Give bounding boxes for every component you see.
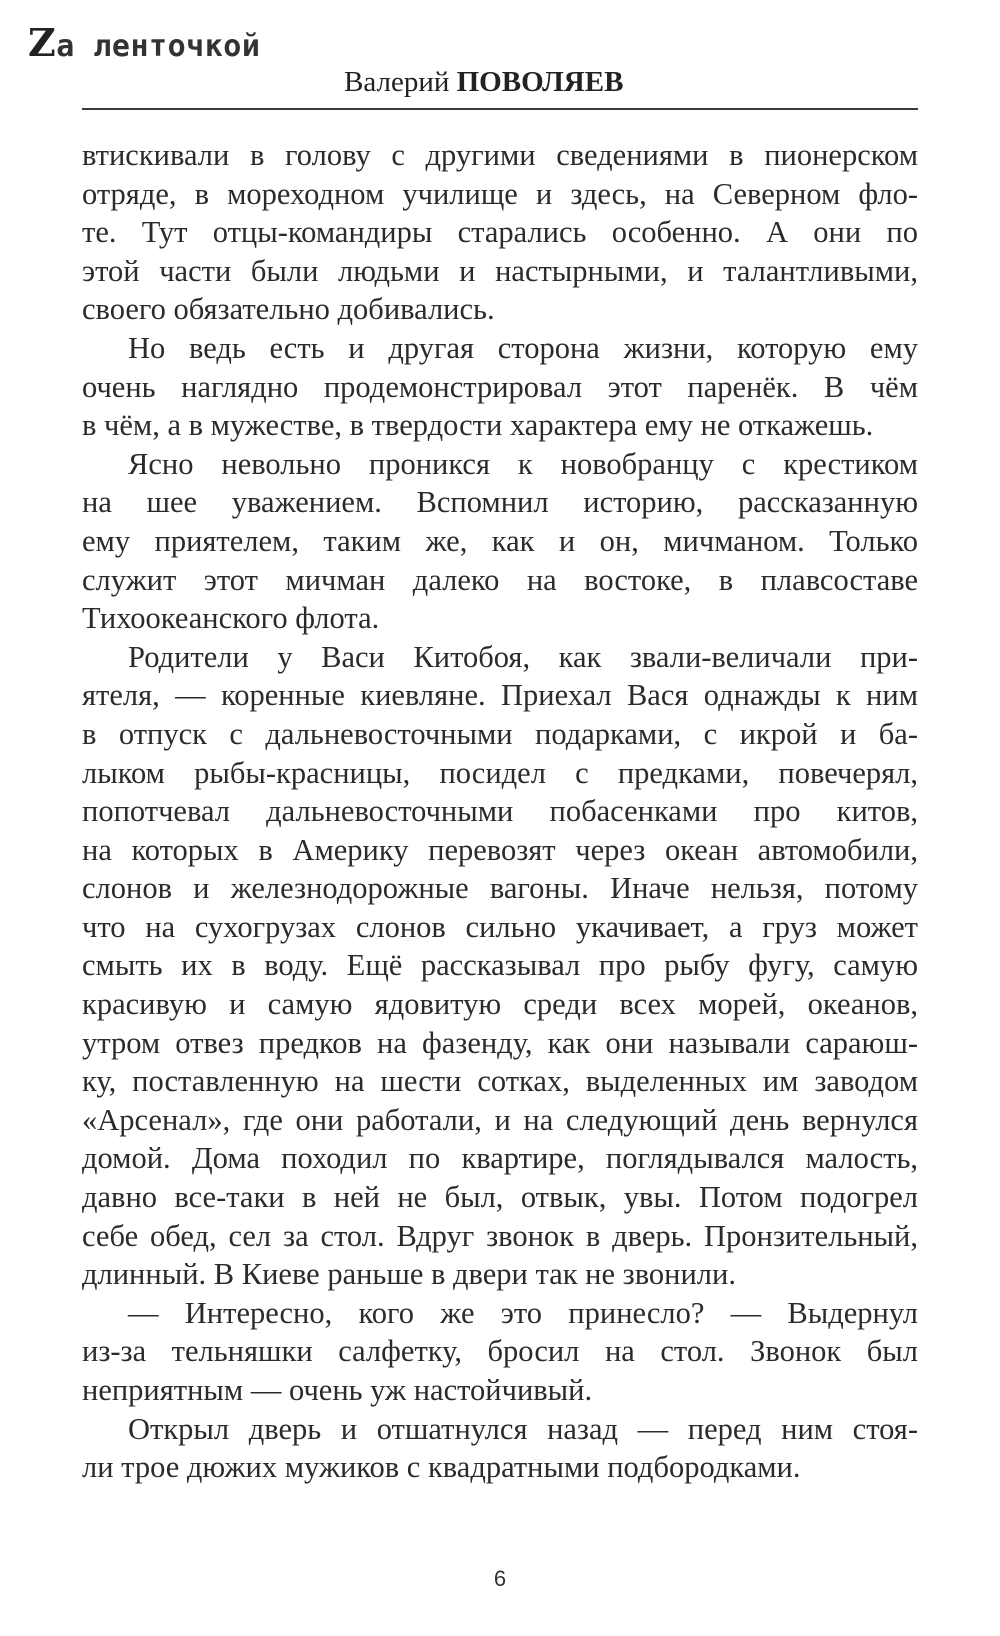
text-line: отряде, в мореходном училище и здесь, на Северном фло-	[82, 176, 918, 211]
text-line: длинный. В Киеве раньше в двери так не звонили.	[82, 1257, 736, 1292]
text-line: в отпуск с дальневосточными подарками, с икрой и ба-	[82, 716, 918, 751]
text-line: на которых в Америку перевозят через океан автомобили,	[82, 832, 918, 867]
text-line: себе обед, сел за стол. Вдруг звонок в дверь. Пронзительный,	[82, 1218, 918, 1253]
paragraph	[82, 1294, 918, 1410]
text-line: Ясно невольно проникся к новобранцу с крестиком	[128, 446, 918, 481]
text-line: ли трое дюжих мужиков с квадратными подбородками.	[82, 1450, 801, 1485]
text-line: Тихоокеанского флота.	[82, 601, 380, 636]
text-line: ку, поставленную на шести сотках, выделенных им заводом	[82, 1064, 918, 1099]
text-line: ему приятелем, таким же, как и он, мичманом. Только	[82, 523, 918, 558]
paragraph	[82, 329, 918, 445]
text-line: смыть их в воду. Ещё рассказывал про рыбу фугу, самую	[82, 948, 918, 983]
text-line: — Интересно, кого же это принесло? — Выдернул	[128, 1295, 918, 1330]
body-text	[82, 136, 918, 1487]
series-title	[28, 20, 260, 65]
series-title-initial: Z	[28, 20, 57, 65]
paragraph	[82, 638, 918, 1294]
text-line: неприятным — очень уж настойчивый.	[82, 1373, 593, 1407]
text-line: этой части были людьми и настырными, и талантливыми,	[82, 253, 918, 288]
text-line: втискивали в голову с другими сведениями в пионерском	[82, 138, 918, 172]
text-line: на шее уважением. Вспомнил историю, рассказанную	[82, 485, 918, 520]
paragraph	[82, 136, 918, 329]
text-line: «Арсенал», где они работали, и на следующий день вернулся	[82, 1102, 918, 1137]
text-line: служит этот мичман далеко на востоке, в плавсоставе	[82, 562, 918, 597]
text-line: красивую и самую ядовитую среди всех морей, океанов,	[82, 987, 918, 1022]
text-line: утром отвез предков на фазенду, как они называли сараюш-	[82, 1025, 918, 1060]
text-line: своего обязательно добивались.	[82, 292, 495, 327]
text-line: очень наглядно продемонстрировал этот паренёк. В чём	[82, 369, 918, 404]
text-line: слонов и железнодорожные вагоны. Иначе нельзя, потому	[82, 871, 918, 906]
text-line: что на сухогрузах слонов сильно укачивает, а груз может	[82, 909, 918, 944]
text-line: Но ведь есть и другая сторона жизни, которую ему	[128, 330, 918, 365]
text-line: те. Тут отцы-командиры старались особенно. А они по	[82, 215, 918, 250]
author-name	[344, 66, 623, 99]
text-line: в чём, а в мужестве, в твердости характера ему не откажешь.	[82, 408, 874, 443]
text-line: домой. Дома походил по квартире, поглядывался малость,	[82, 1141, 918, 1176]
paragraph	[82, 445, 918, 638]
text-line: давно все-таки в ней не был, отвык, увы. Потом подогрел	[82, 1180, 918, 1215]
text-line: Открыл дверь и отшатнулся назад — перед ним стоя-	[128, 1411, 918, 1446]
page-number: 6	[493, 1566, 507, 1591]
text-line: лыком рыбы-красницы, посидел с предками, повечерял,	[82, 755, 918, 790]
text-line: из-за тельняшки салфетку, бросил на стол. Звонок был	[82, 1334, 918, 1369]
text-line: ятеля, — коренные киевляне. Приехал Вася однажды к ним	[82, 678, 918, 713]
text-line: Родители у Васи Китобоя, как звали-величали при-	[128, 639, 918, 674]
series-title-rest: а ленточкой	[56, 29, 261, 64]
header-divider	[82, 108, 918, 110]
author-surname: ПОВОЛЯЕВ	[456, 66, 624, 98]
text-line: попотчевал дальневосточными побасенками про китов,	[82, 794, 918, 829]
author-first-name: Валерий	[344, 66, 457, 98]
paragraph	[82, 1410, 918, 1487]
